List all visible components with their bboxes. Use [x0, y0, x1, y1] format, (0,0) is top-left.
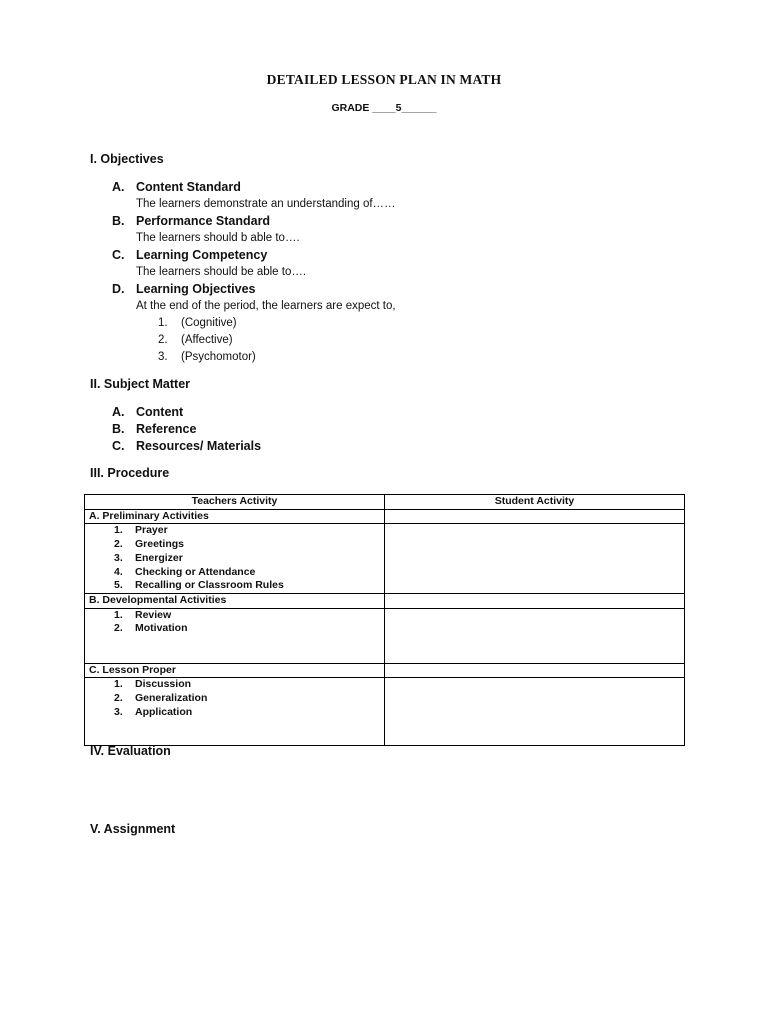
- document-title: DETAILED LESSON PLAN IN MATH: [266, 72, 502, 87]
- student-cell: [385, 663, 685, 678]
- student-cell: [385, 678, 685, 746]
- evaluation-heading: IV. Evaluation: [90, 744, 171, 758]
- sub-item-number: 3.: [158, 351, 168, 363]
- list-item: 4. Checking or Attendance: [114, 565, 256, 578]
- performance-standard-label: Performance Standard: [136, 214, 271, 228]
- table-section-row: [85, 663, 685, 678]
- student-cell: [385, 524, 685, 594]
- sub-item-number: 2.: [158, 334, 168, 346]
- list-item: 3. Energizer: [114, 551, 183, 564]
- table-row: [85, 608, 685, 663]
- content-standard-text: The learners demonstrate an understanding of……: [136, 198, 396, 210]
- teacher-cell: [85, 608, 385, 663]
- sub-item-number: 1.: [158, 317, 168, 329]
- student-activity-header: Student Activity: [385, 495, 685, 510]
- list-item: 2. Generalization: [114, 692, 208, 705]
- subject-letter-b: B.: [112, 422, 125, 436]
- sub-item-psychomotor: (Psychomotor): [181, 351, 256, 363]
- table-row: [85, 524, 685, 594]
- student-cell: [385, 593, 685, 608]
- procedure-table: [84, 494, 685, 746]
- sub-item-affective: (Affective): [181, 334, 233, 346]
- list-item: 2. Motivation: [114, 622, 188, 635]
- list-item: 5. Recalling or Classroom Rules: [114, 579, 284, 592]
- list-item: 1. Review: [114, 608, 172, 621]
- objective-letter-b: B.: [112, 214, 125, 228]
- objective-letter-d: D.: [112, 282, 125, 296]
- list-item: 1. Discussion: [114, 678, 192, 691]
- table-row: [85, 678, 685, 746]
- teacher-cell: [85, 524, 385, 594]
- list-item: 3. Application: [114, 705, 193, 718]
- section-title-developmental: B. Developmental Activities: [85, 593, 385, 608]
- table-section-row: [85, 509, 685, 524]
- objective-letter-c: C.: [112, 248, 125, 262]
- learning-competency-text: The learners should be able to….: [136, 266, 307, 278]
- table-header-row: [85, 495, 685, 510]
- procedure-heading: III. Procedure: [90, 466, 170, 480]
- teacher-activity-header: Teachers Activity: [85, 495, 385, 510]
- list-item: 1. Prayer: [114, 524, 168, 537]
- list-item: 2. Greetings: [114, 538, 185, 551]
- table-section-row: [85, 593, 685, 608]
- sub-item-cognitive: (Cognitive): [181, 317, 237, 329]
- grade-line: GRADE ____5______: [331, 102, 437, 114]
- reference-label: Reference: [136, 422, 197, 436]
- subject-matter-heading: II. Subject Matter: [90, 377, 191, 391]
- content-label: Content: [136, 405, 184, 419]
- performance-standard-text: The learners should b able to….: [136, 232, 300, 244]
- learning-competency-label: Learning Competency: [136, 248, 268, 262]
- teacher-cell: [85, 678, 385, 746]
- objective-letter-a: A.: [112, 180, 125, 194]
- assignment-heading: V. Assignment: [90, 822, 176, 836]
- learning-objectives-label: Learning Objectives: [136, 282, 256, 296]
- content-standard-label: Content Standard: [136, 180, 241, 194]
- learning-objectives-text: At the end of the period, the learners are expect to,: [136, 300, 396, 312]
- objectives-heading: I. Objectives: [90, 152, 164, 166]
- section-title-preliminary: A. Preliminary Activities: [85, 509, 385, 524]
- student-cell: [385, 509, 685, 524]
- student-cell: [385, 608, 685, 663]
- subject-letter-a: A.: [112, 405, 125, 419]
- resources-materials-label: Resources/ Materials: [136, 439, 262, 453]
- subject-letter-c: C.: [112, 439, 125, 453]
- section-title-lesson-proper: C. Lesson Proper: [85, 663, 385, 678]
